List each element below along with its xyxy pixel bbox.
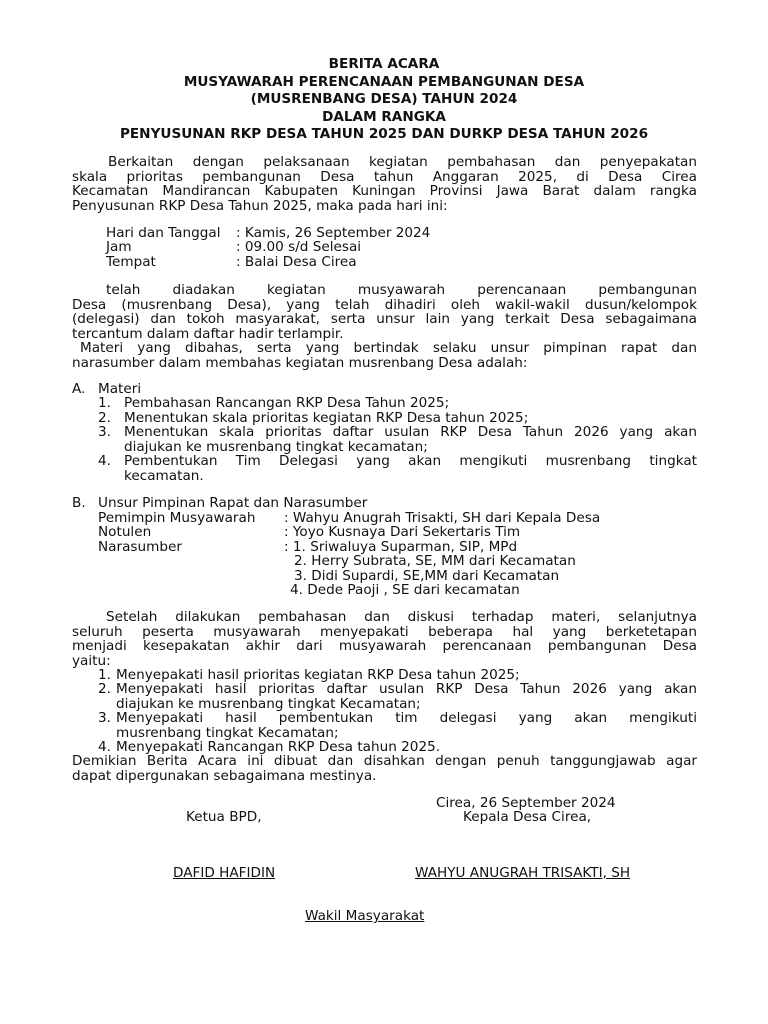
closing-paragraph	[72, 754, 697, 783]
material-item-2: Menentukan skala prioritas kegiatan RKP Desa tahun 2025;	[124, 410, 529, 426]
right-signer-role: Kepala Desa Cirea,	[463, 809, 592, 825]
speaker-3: 3. Didi Supardi, SE,MM dari Kecamatan	[294, 568, 560, 584]
material-item-4-number: 4.	[98, 453, 111, 469]
attendance-line-2: Desa (musrenbang Desa), yang telah dihadiri oleh wakil-wakil dusun/kelompok	[72, 296, 697, 313]
material-item-3-line-1: Menentukan skala prioritas daftar usulan RKP Desa Tahun 2026 yang akan	[124, 424, 697, 440]
discussion-line-2: narasumber dalam membahas kegiatan musrenbang Desa adalah:	[72, 354, 528, 371]
place-date: Cirea, 26 September 2024	[436, 795, 616, 811]
material-item-4-line-1: Pembentukan Tim Delegasi yang akan mengikuti musrenbang tingkat	[124, 453, 697, 469]
header-line-1: BERITA ACARA	[328, 56, 440, 72]
speaker-2: 2. Herry Subrata, SE, MM dari Kecamatan	[294, 553, 576, 569]
agreement-3-number: 3.	[98, 710, 111, 726]
notulen-label: Notulen	[98, 524, 152, 540]
notulen-value: : Yoyo Kusnaya Dari Sekertaris Tim	[284, 524, 521, 540]
discussion-paragraph	[72, 341, 697, 370]
intro-paragraph	[72, 155, 697, 213]
community-representative-role: Wakil Masyarakat	[305, 908, 425, 924]
attendance-line-4: tercantum dalam daftar hadir terlampir.	[72, 325, 344, 342]
agreement-3-line-1: Menyepakati hasil pembentukan tim delegasi yang akan mengikuti	[116, 710, 697, 726]
left-signer-role: Ketua BPD,	[186, 809, 262, 825]
agreement-intro-line-4: yaitu:	[72, 652, 111, 669]
closing-line-1: Demikian Berita Acara ini dibuat dan disahkan dengan penuh tanggungjawab agar	[72, 753, 697, 769]
schedule-day-label: Hari dan Tanggal	[106, 225, 221, 241]
header-line-3: (MUSRENBANG DESA) TAHUN 2024	[250, 91, 518, 107]
agreement-2-line-1: Menyepakati hasil prioritas daftar usulan RKP Desa Tahun 2026 yang akan	[116, 681, 697, 697]
material-item-2-number: 2.	[98, 410, 111, 426]
intro-line-1: Berkaitan dengan pelaksanaan kegiatan pembahasan dan penyepakatan	[108, 154, 697, 170]
schedule-time-label: Jam	[106, 239, 132, 255]
agreement-intro-line-3: menjadi kesepakatan akhir dari musyawarah perencanaan pembangunan Desa	[72, 638, 697, 655]
intro-line-3: Kecamatan Mandirancan Kabupaten Kuningan Provinsi Jawa Barat dalam rangka	[72, 183, 697, 200]
attendance-line-3: (delegasi) dan tokoh masyarakat, serta unsur lain yang terkait Desa sebagaimana	[72, 311, 697, 328]
document-header	[0, 56, 768, 144]
agreement-paragraph	[72, 610, 697, 668]
header-line-2: MUSYAWARAH PERENCANAAN PEMBANGUNAN DESA	[183, 73, 585, 90]
attendance-line-1: telah diadakan kegiatan musyawarah perencanaan pembangunan	[106, 282, 697, 298]
material-item-1: Pembahasan Rancangan RKP Desa Tahun 2025;	[124, 395, 450, 411]
left-signer-name: DAFID HAFIDIN	[173, 865, 276, 881]
leader-value: : Wahyu Anugrah Trisakti, SH dari Kepala Desa	[284, 510, 601, 526]
closing-line-2: dapat dipergunakan sebagaimana mestinya.	[72, 767, 377, 784]
section-a-title: Materi	[98, 381, 142, 397]
agreement-4-number: 4.	[98, 739, 111, 755]
speaker-1: : 1. Sriwaluya Suparman, SIP, MPd	[284, 539, 518, 555]
agreement-intro-line-1: Setelah dilakukan pembahasan dan diskusi terhadap materi, selanjutnya	[106, 609, 697, 625]
attendance-paragraph	[72, 283, 697, 341]
material-item-3-line-2: diajukan ke musrenbang tingkat kecamatan;	[124, 439, 428, 455]
schedule-day-value: : Kamis, 26 September 2024	[236, 225, 431, 241]
leader-label: Pemimpin Musyawarah	[98, 510, 256, 526]
right-signer-name: WAHYU ANUGRAH TRISAKTI, SH	[415, 865, 631, 881]
agreement-2-number: 2.	[98, 681, 111, 697]
speaker-4: 4. Dede Paoji , SE dari kecamatan	[290, 582, 520, 598]
material-item-1-number: 1.	[98, 395, 111, 411]
agreement-1: Menyepakati hasil prioritas kegiatan RKP Desa tahun 2025;	[116, 667, 520, 683]
schedule-place-value: : Balai Desa Cirea	[236, 254, 357, 270]
agreement-intro-line-2: seluruh peserta musyawarah menyepakati beberapa hal yang berketetapan	[72, 623, 697, 640]
section-a-marker: A.	[72, 381, 86, 397]
material-item-3-number: 3.	[98, 424, 111, 440]
schedule-time-value: : 09.00 s/d Selesai	[236, 239, 362, 255]
speaker-label: Narasumber	[98, 539, 182, 555]
agreement-3-line-2: musrenbang tingkat Kecamatan;	[116, 725, 339, 741]
intro-line-2: skala prioritas pembangunan Desa tahun Anggaran 2025, di Desa Cirea	[72, 168, 697, 185]
header-line-5: PENYUSUNAN RKP DESA TAHUN 2025 DAN DURKP DESA TAHUN 2026	[119, 126, 649, 142]
agreement-4: Menyepakati Rancangan RKP Desa tahun 2025.	[116, 739, 441, 755]
intro-line-4: Penyusunan RKP Desa Tahun 2025, maka pada hari ini:	[72, 197, 448, 214]
header-line-4: DALAM RANGKA	[322, 108, 446, 125]
schedule-place-label: Tempat	[106, 254, 156, 270]
material-item-4-line-2: kecamatan.	[124, 468, 204, 484]
agreement-2-line-2: diajukan ke musrenbang tingkat Kecamatan;	[116, 696, 421, 712]
section-b-marker: B.	[72, 495, 86, 511]
section-b-title: Unsur Pimpinan Rapat dan Narasumber	[98, 495, 368, 511]
agreement-1-number: 1.	[98, 667, 111, 683]
discussion-line-1: Materi yang dibahas, serta yang bertindak selaku unsur pimpinan rapat dan	[80, 340, 697, 356]
